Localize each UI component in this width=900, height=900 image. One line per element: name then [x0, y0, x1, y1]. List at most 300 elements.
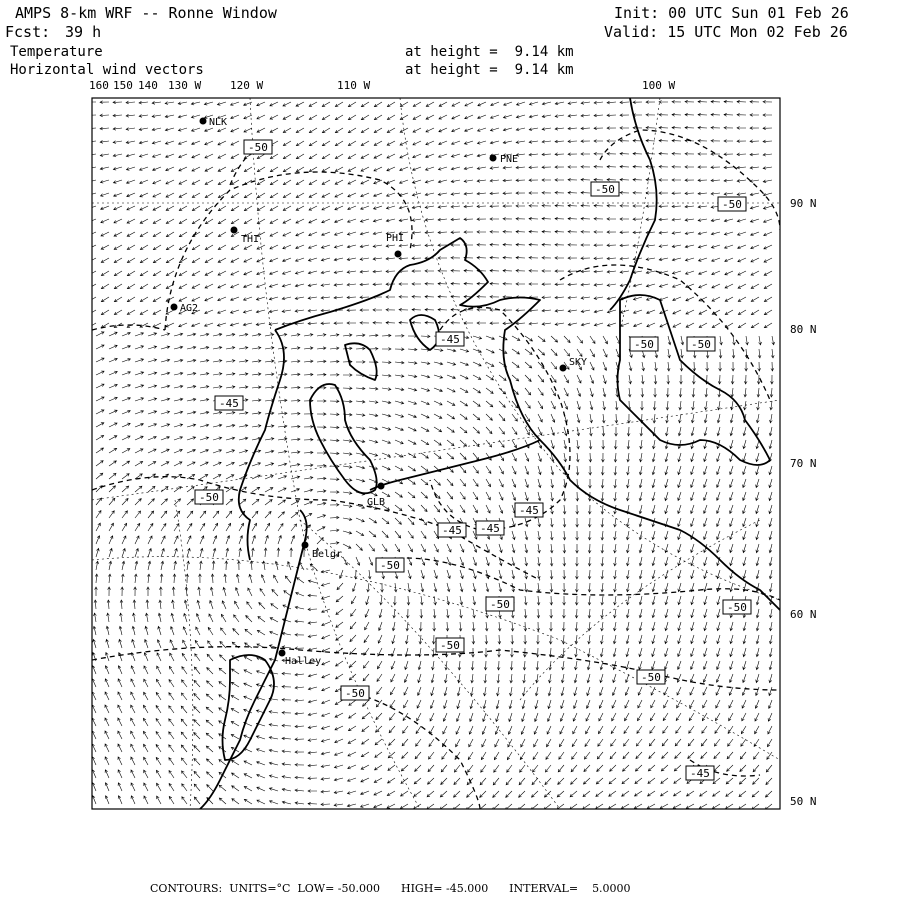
wind-vector — [744, 375, 747, 384]
wind-vector — [412, 270, 421, 273]
wind-vector — [126, 101, 135, 104]
wind-vector — [538, 401, 543, 409]
wind-vector — [153, 154, 162, 157]
wind-vector — [438, 218, 447, 221]
wind-vector — [465, 115, 473, 119]
wind-vector — [583, 791, 590, 797]
wind-vector — [135, 411, 144, 415]
wind-vector — [179, 180, 187, 184]
wind-vector — [296, 232, 304, 236]
wind-vector — [633, 271, 642, 274]
wind-vector — [369, 414, 378, 417]
wind-vector — [231, 154, 239, 158]
wind-vector — [400, 115, 408, 120]
wind-vector — [444, 700, 447, 709]
wind-vector — [200, 548, 203, 557]
wind-vector — [343, 466, 352, 469]
wind-vector — [192, 141, 200, 145]
wind-vector — [361, 206, 369, 210]
wind-vector — [295, 789, 304, 792]
wind-vector — [439, 102, 447, 106]
wind-vector — [431, 674, 434, 683]
wind-vector — [542, 140, 551, 143]
wind-vector — [588, 505, 591, 514]
forecast-hours: 39 h — [65, 23, 102, 41]
wind-vector — [486, 427, 492, 434]
wind-vector — [638, 700, 642, 708]
svg-text:-45: -45 — [440, 333, 460, 346]
wind-vector — [717, 635, 720, 644]
wind-vector — [140, 206, 148, 210]
wind-vector — [534, 726, 538, 734]
wind-vector — [584, 765, 590, 772]
wind-vector — [577, 401, 580, 410]
wind-vector — [764, 297, 772, 302]
wind-vector — [270, 154, 278, 159]
wind-vector — [322, 674, 330, 678]
wind-vector — [685, 245, 694, 248]
wind-vector — [395, 505, 402, 511]
wind-vector — [516, 283, 525, 286]
wind-vector — [415, 765, 421, 771]
wind-vector — [438, 308, 447, 311]
wind-vector — [207, 654, 213, 661]
wind-vector — [244, 245, 252, 249]
wind-vector — [231, 722, 239, 727]
wind-vector — [343, 557, 347, 565]
wind-vector — [551, 414, 555, 422]
wind-vector — [639, 466, 642, 475]
wind-vector — [678, 531, 681, 540]
wind-vector — [490, 243, 499, 246]
wind-vector — [494, 752, 499, 760]
wind-vector — [231, 682, 239, 687]
wind-vector — [729, 713, 733, 721]
wind-vector — [764, 245, 772, 249]
wind-vector — [704, 596, 707, 605]
wind-vector — [218, 297, 226, 301]
wind-vector — [459, 622, 462, 631]
wind-vector — [430, 700, 434, 708]
wind-vector — [542, 179, 551, 182]
wind-vector — [309, 154, 317, 159]
wind-vector — [717, 661, 721, 670]
wind-vector — [512, 570, 515, 579]
wind-vector — [665, 570, 668, 579]
wind-vector — [724, 126, 733, 129]
wind-vector — [679, 414, 682, 423]
wind-vector — [472, 622, 475, 631]
wind-vector — [451, 321, 460, 324]
wind-vector — [133, 600, 136, 609]
wind-vector — [152, 101, 161, 104]
wind-vector — [174, 449, 182, 453]
svg-text:-50: -50 — [380, 559, 400, 572]
wind-vector — [114, 258, 122, 263]
wind-vector — [369, 427, 378, 430]
wind-vector — [434, 544, 438, 552]
wind-vector — [545, 778, 551, 785]
wind-vector — [156, 732, 161, 740]
wind-vector — [555, 153, 564, 156]
wind-vector — [563, 544, 566, 553]
wind-vector — [672, 271, 681, 274]
wind-vector — [93, 626, 96, 635]
wind-vector — [127, 193, 135, 197]
wind-vector — [490, 179, 499, 182]
wind-vector — [401, 791, 409, 796]
wind-vector — [743, 453, 746, 462]
wind-vector — [432, 648, 435, 657]
map-title: AMPS 8-km WRF -- Ronne Window — [15, 4, 277, 22]
wind-vector — [429, 739, 434, 747]
wind-vector — [159, 587, 162, 596]
wind-vector — [516, 230, 525, 233]
wind-vector — [692, 401, 695, 410]
wind-vector — [438, 295, 447, 298]
wind-vector — [418, 661, 421, 670]
wind-vector — [685, 219, 694, 222]
wind-vector — [304, 501, 312, 505]
wind-vector — [490, 295, 499, 298]
wind-vector — [512, 362, 519, 368]
wind-vector — [226, 346, 235, 349]
wind-vector — [226, 499, 233, 505]
wind-vector — [460, 388, 468, 392]
wind-vector — [664, 687, 668, 695]
wind-vector — [165, 141, 174, 144]
svg-text:-50: -50 — [727, 601, 747, 614]
wind-vector — [296, 258, 305, 262]
wind-vector — [218, 167, 226, 171]
station-label: AG2 — [180, 303, 199, 314]
wind-vector — [640, 427, 643, 436]
wind-vector — [139, 141, 148, 144]
wind-vector — [433, 609, 436, 618]
wind-vector — [157, 653, 161, 661]
wind-vector — [725, 245, 734, 249]
wind-vector — [252, 536, 256, 545]
wind-vector — [148, 385, 157, 388]
wind-vector — [322, 596, 331, 599]
wind-vector — [626, 570, 629, 579]
wind-vector — [179, 167, 187, 171]
wind-vector — [336, 609, 343, 615]
wind-vector — [538, 336, 545, 342]
wind-vector — [753, 765, 759, 772]
wind-vector — [413, 154, 421, 158]
wind-vector — [503, 141, 512, 144]
wind-vector — [256, 310, 265, 313]
wind-vector — [210, 587, 213, 596]
wind-vector — [447, 401, 455, 405]
svg-text:-50: -50 — [199, 491, 219, 504]
wind-vector — [581, 178, 590, 181]
wind-vector — [387, 154, 395, 158]
wind-vector — [417, 700, 421, 708]
wind-vector — [317, 413, 326, 416]
wind-vector — [730, 622, 733, 631]
wind-vector — [187, 398, 196, 401]
wind-vector — [756, 635, 759, 644]
wind-vector — [712, 323, 720, 328]
field-wind-vectors: Horizontal wind vectors — [10, 62, 204, 78]
wind-vector — [485, 635, 488, 644]
wind-vector — [685, 179, 694, 182]
wind-vector — [577, 414, 580, 423]
wind-vector — [322, 128, 330, 133]
wind-vector — [594, 217, 603, 220]
wind-vector — [711, 126, 720, 129]
wind-vector — [521, 739, 525, 747]
wind-vector — [343, 360, 352, 363]
wind-vector — [187, 333, 196, 336]
wind-vector — [144, 796, 148, 804]
wind-vector — [596, 778, 603, 784]
wind-vector — [581, 102, 590, 105]
wind-vector — [127, 310, 135, 315]
wind-vector — [421, 570, 424, 579]
wind-vector — [659, 205, 668, 208]
wind-vector — [131, 692, 135, 700]
wind-vector — [343, 334, 352, 337]
wind-vector — [109, 561, 112, 570]
wind-vector — [194, 746, 200, 753]
wind-vector — [525, 401, 530, 408]
wind-vector — [122, 384, 130, 388]
wind-vector — [477, 218, 486, 221]
wind-vector — [583, 778, 590, 784]
wind-vector — [678, 635, 681, 644]
wind-vector — [296, 206, 304, 210]
wind-vector — [218, 310, 226, 314]
wind-vector — [581, 153, 590, 156]
wind-vector — [278, 412, 287, 415]
wind-vector — [757, 388, 760, 397]
wind-vector — [581, 257, 590, 260]
wind-vector — [717, 622, 720, 631]
contour-label — [486, 597, 514, 611]
wind-vector — [503, 218, 512, 221]
wind-vector — [343, 518, 352, 521]
wind-vector — [257, 774, 265, 778]
wind-vector — [587, 687, 590, 696]
wind-vector — [92, 783, 96, 791]
wind-vector — [594, 204, 603, 207]
wind-vector — [529, 283, 538, 286]
wind-vector — [218, 206, 226, 211]
wind-vector — [730, 518, 734, 527]
wind-vector — [373, 309, 382, 312]
wind-vector — [145, 626, 148, 635]
wind-vector — [283, 180, 291, 185]
wind-vector — [178, 102, 187, 105]
wind-vector — [600, 687, 604, 696]
wind-vector — [270, 180, 278, 185]
wind-vector — [613, 648, 616, 657]
wind-vector — [369, 334, 378, 337]
wind-vector — [161, 385, 170, 388]
wind-vector — [602, 427, 605, 436]
wind-vector — [679, 401, 682, 410]
wind-vector — [200, 372, 209, 375]
wind-vector — [770, 388, 773, 397]
wind-vector — [257, 761, 265, 765]
wind-vector — [187, 487, 194, 492]
wind-vector — [144, 653, 148, 661]
wind-vector — [161, 549, 164, 558]
wind-vector — [730, 479, 734, 488]
wind-vector — [743, 648, 746, 657]
wind-vector — [335, 219, 343, 223]
wind-vector — [127, 180, 136, 184]
svg-text:-50: -50 — [345, 687, 365, 700]
wind-vector — [364, 635, 369, 643]
wind-vector — [122, 498, 128, 505]
wind-vector — [464, 205, 473, 208]
wind-vector — [702, 713, 707, 721]
wind-vector — [659, 113, 668, 116]
wind-vector — [336, 674, 344, 679]
wind-vector — [390, 700, 395, 708]
wind-vector — [304, 334, 313, 337]
wind-vector — [751, 284, 759, 288]
wind-vector — [499, 557, 502, 566]
wind-vector — [434, 479, 440, 485]
wind-vector — [348, 739, 356, 743]
wind-vector — [769, 687, 772, 696]
wind-vector — [639, 596, 642, 605]
wind-vector — [483, 687, 486, 696]
wind-vector — [438, 231, 447, 234]
wind-vector — [538, 349, 545, 355]
wind-vector — [740, 752, 746, 759]
wind-vector — [769, 648, 772, 657]
wind-vector — [140, 180, 148, 184]
wind-vector — [620, 101, 629, 104]
wind-vector — [639, 635, 642, 644]
wind-vector — [654, 388, 657, 397]
wind-vector — [408, 414, 416, 418]
wind-vector — [389, 726, 395, 733]
wind-vector — [771, 362, 774, 371]
wind-vector — [109, 371, 117, 375]
wind-vector — [406, 609, 409, 618]
wind-vector — [244, 128, 252, 132]
wind-vector — [148, 359, 157, 362]
wind-vector — [257, 258, 265, 262]
wind-vector — [633, 218, 642, 221]
wind-vector — [356, 544, 362, 550]
wind-vector — [118, 692, 122, 700]
wind-vector — [434, 349, 443, 352]
wind-vector — [509, 687, 512, 696]
wind-vector — [270, 193, 278, 198]
wind-vector — [113, 154, 122, 157]
wind-vector — [421, 375, 430, 378]
wind-vector — [511, 635, 514, 644]
wind-vector — [551, 362, 557, 369]
wind-vector — [161, 561, 164, 570]
wind-vector — [620, 257, 629, 260]
wind-vector — [597, 765, 603, 772]
wind-vector — [132, 640, 135, 649]
wind-vector — [536, 648, 539, 657]
wind-vector — [308, 322, 317, 325]
wind-vector — [681, 336, 684, 345]
lat-label: 90 N — [790, 197, 817, 210]
wind-vector — [704, 635, 707, 644]
wind-vector — [392, 622, 395, 631]
wind-vector — [179, 193, 187, 197]
wind-vector — [614, 531, 617, 540]
wind-vector — [516, 322, 525, 325]
wind-vector — [356, 557, 360, 565]
wind-vector — [109, 332, 117, 336]
wind-vector — [208, 627, 213, 635]
wind-vector — [763, 193, 772, 196]
wind-vector — [443, 726, 447, 734]
wind-vector — [548, 687, 551, 696]
wind-vector — [766, 778, 772, 785]
wind-vector — [700, 791, 707, 796]
wind-vector — [283, 141, 291, 146]
station-label: PNE — [500, 154, 519, 165]
wind-vector — [375, 752, 382, 757]
wind-vector — [607, 101, 616, 104]
wind-vector — [269, 736, 278, 739]
wind-vector — [756, 414, 759, 423]
wind-vector — [135, 511, 141, 518]
wind-vector — [652, 661, 656, 670]
wind-vector — [678, 453, 681, 462]
wind-vector — [652, 648, 655, 657]
wind-vector — [348, 154, 356, 159]
wind-vector — [678, 518, 681, 527]
wind-vector — [460, 544, 464, 552]
wind-vector — [308, 309, 317, 312]
wind-vector — [109, 473, 116, 479]
wind-vector — [419, 622, 422, 631]
wind-vector — [386, 308, 395, 311]
wind-vector — [575, 583, 578, 592]
wind-vector — [239, 462, 247, 466]
graticule-line — [300, 520, 560, 809]
wind-vector — [139, 115, 148, 118]
wind-vector — [166, 167, 174, 171]
wind-vector — [207, 681, 214, 687]
wind-vector — [460, 375, 468, 379]
wind-vector — [576, 505, 579, 514]
wind-vector — [205, 310, 213, 314]
wind-vector — [511, 648, 514, 657]
wind-vector — [460, 466, 466, 473]
wind-vector — [594, 323, 603, 326]
wind-vector — [156, 744, 161, 752]
wind-vector — [114, 297, 122, 302]
wind-vector — [226, 548, 229, 557]
wind-vector — [382, 453, 390, 457]
wind-vector — [421, 544, 425, 552]
wind-vector — [690, 700, 694, 708]
wind-vector — [213, 437, 222, 440]
wind-vector — [727, 752, 733, 759]
wind-vector — [269, 284, 278, 287]
wind-vector — [169, 783, 174, 791]
wind-vector — [641, 388, 644, 397]
wind-vector — [742, 700, 746, 708]
station-marker — [560, 365, 567, 372]
